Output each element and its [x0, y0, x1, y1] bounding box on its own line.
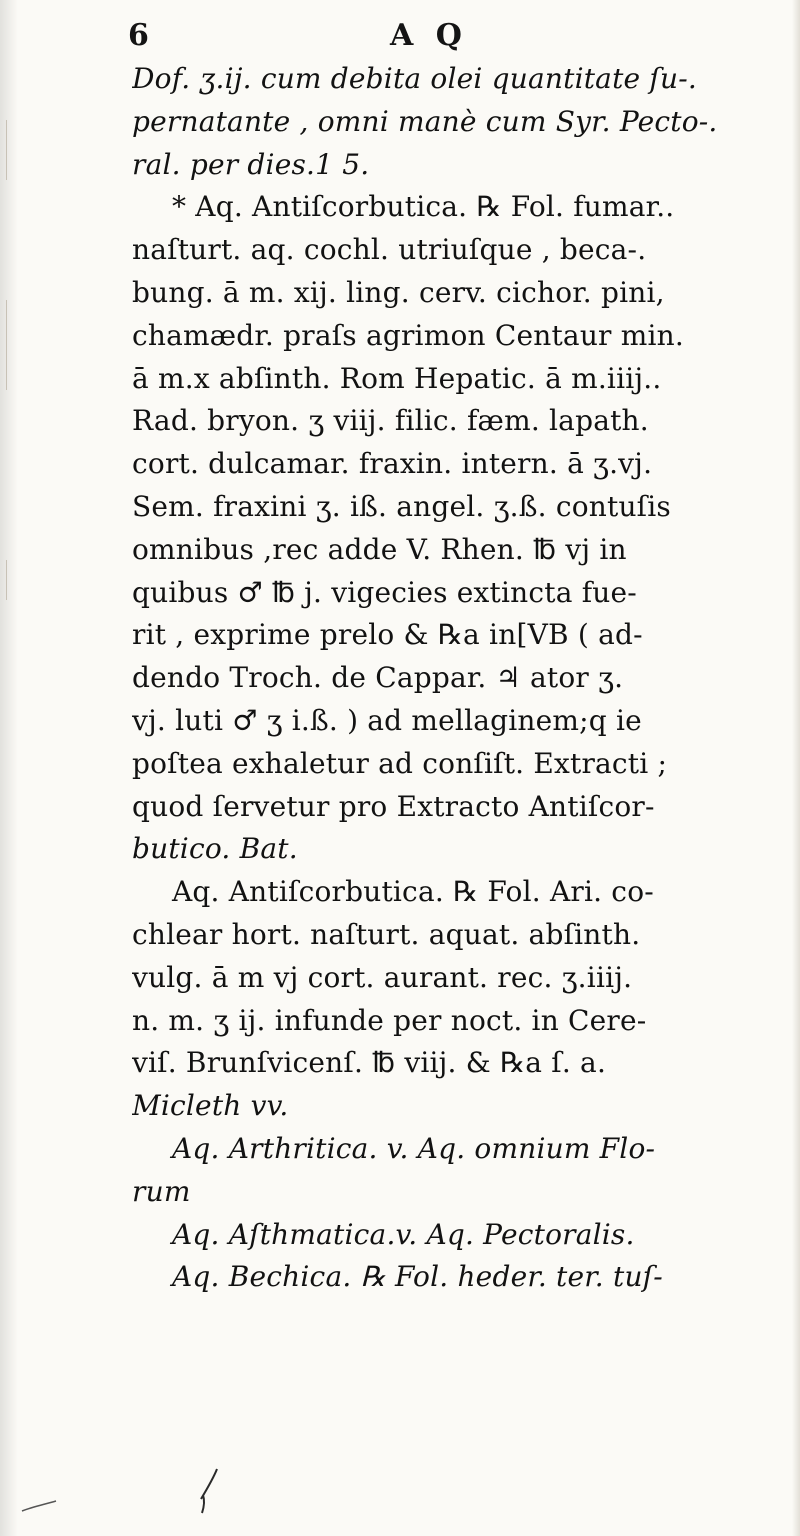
text-line: Sem. fraxini ʒ. iß. angel. ʒ.ß. contuſis	[132, 489, 671, 523]
text-line: naſturt. aq. cochl. utriuſque , beca-.	[132, 233, 647, 267]
text-line: Dof. ʒ.ij. cum debita olei quantitate ſu-.	[132, 62, 697, 95]
text-line: vj. luti ♂ ʒ i.ß. ) ad mellaginem;q ie	[132, 703, 642, 737]
text-line: viſ. Brunſvicenſ. ℔ viij. & ℞a ſ. a.	[132, 1046, 607, 1080]
page-edge-mark	[6, 300, 7, 390]
text-line: n. m. ʒ ij. infunde per noct. in Cere-	[132, 1003, 647, 1037]
text-line: Aq. Arthritica. v. Aq. omnium Flo-	[172, 1131, 656, 1165]
text-line: chamædr. praſs agrimon Centaur min.	[132, 318, 684, 352]
body-text	[132, 58, 792, 1299]
stray-ink-icon	[20, 1495, 60, 1515]
text-line: vulg. ā m vj cort. aurant. rec. ʒ.iiij.	[132, 960, 633, 994]
page-right-edge	[792, 0, 800, 1536]
page-number: 6	[128, 18, 149, 53]
text-line: ral. per dies.1 5.	[132, 147, 370, 181]
text-line: butico. Bat.	[132, 832, 298, 866]
text-line: quod ſervetur pro Extracto Antiſcor-	[132, 789, 655, 823]
text-line: Aq. Bechica. ℞ Fol. heder. ter. tuſ-	[172, 1260, 663, 1294]
text-line: chlear hort. naſturt. aquat. abſinth.	[132, 917, 641, 951]
text-line: Aq. Aſthmatica.v. Aq. Pectoralis.	[172, 1217, 635, 1251]
signature-mark: A Q	[390, 18, 468, 53]
page-edge-mark	[6, 560, 7, 600]
text-line: Aq. Antiſcorbutica. ℞ Fol. Ari. co-	[172, 875, 654, 909]
text-line: rum	[132, 1174, 191, 1208]
text-line: cort. dulcamar. fraxin. intern. ā ʒ.vj.	[132, 447, 653, 481]
text-line: pernatante , omni manè cum Syr. Pecto-.	[132, 104, 718, 138]
text-line: ā m.x abſinth. Rom Hepatic. ā m.iiij..	[132, 361, 662, 395]
text-line: quibus ♂ ℔ j. vigecies extincta fue-	[132, 575, 637, 609]
text-line: dendo Troch. de Cappar. ♃ ator ʒ.	[132, 661, 624, 695]
text-line: bung. ā m. xij. ling. cerv. cichor. pini,	[132, 275, 665, 309]
text-line: rit , exprime prelo & ℞a in[VB ( ad-	[132, 618, 643, 652]
page-edge-mark	[6, 120, 7, 180]
text-line: omnibus ,rec adde V. Rhen. ℔ vj in	[132, 532, 627, 566]
text-line: poſtea exhaletur ad conſiſt. Extracti ;	[132, 746, 668, 780]
ink-flourish-icon	[195, 1465, 225, 1515]
text-line: Micleth vv.	[132, 1089, 289, 1123]
text-line: * Aq. Antiſcorbutica. ℞ Fol. fumar..	[172, 190, 675, 224]
text-line: Rad. bryon. ʒ viij. filic. fæm. lapath.	[132, 404, 649, 438]
